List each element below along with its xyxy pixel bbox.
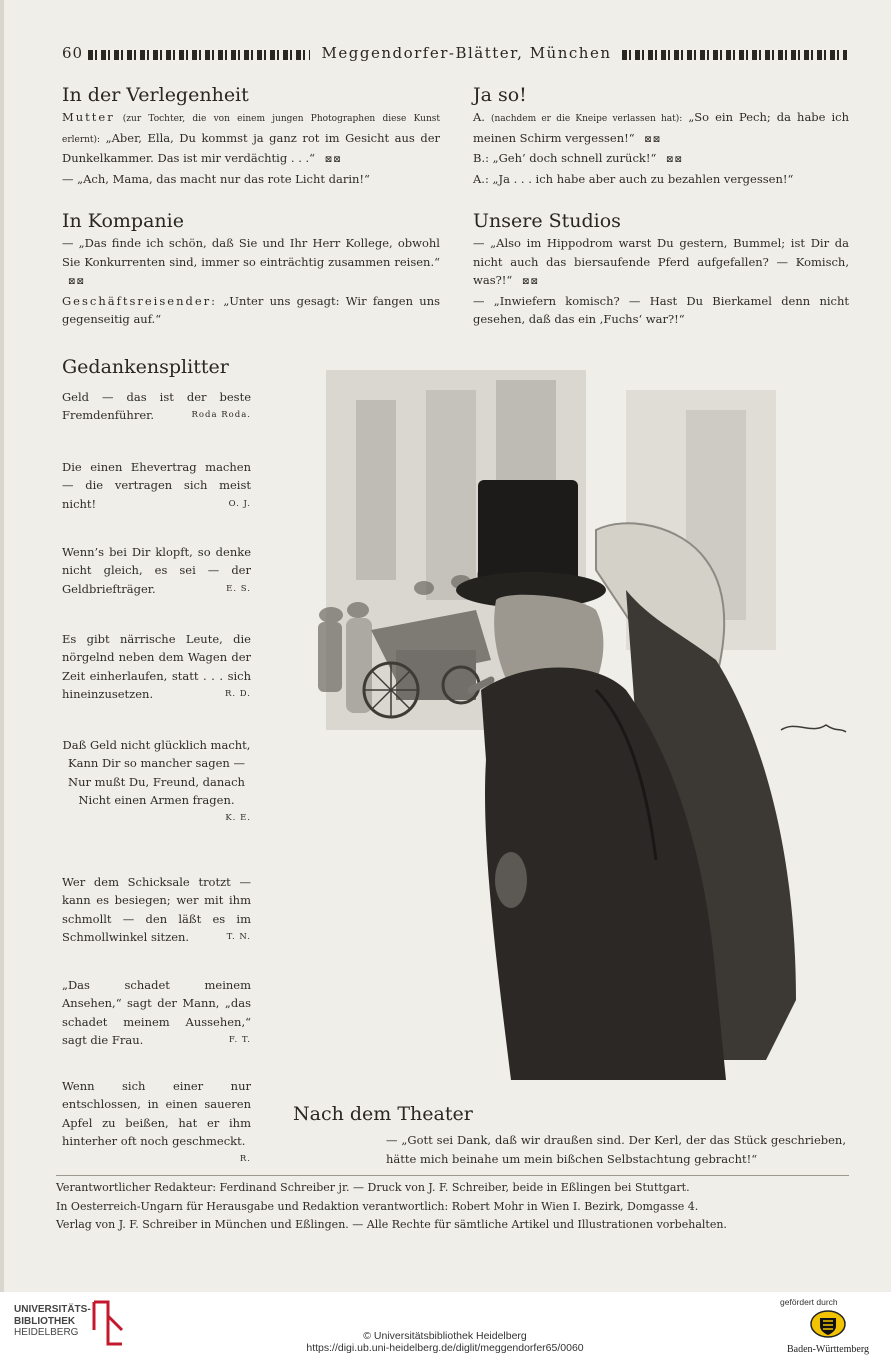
aphorism [62, 736, 251, 827]
speaker: A.: [473, 171, 489, 186]
article-kompanie [62, 234, 440, 329]
copyright-text: © Universitätsbibliothek Heidelberg [363, 1330, 527, 1342]
dialogue-line: „Aber, Ella, Du kommst ja ganz rot im Gesicht aus der Dunkelkammer. Das ist mir verdächtig . . .“ [62, 130, 441, 165]
section-mark: ⊠⊠ [521, 277, 540, 287]
library-name-line: BIBLIOTHEK [14, 1315, 76, 1327]
illustration-caption: — „Gott sei Dank, daß wir draußen sind. Der Kerl, der das Stück geschrieben, hätte mich beinahe um mein bißchen Selbstachtung gebracht!“ [386, 1133, 846, 1166]
article-verlegenheit [62, 108, 440, 188]
aphorism-signature: T. N. [226, 931, 251, 942]
article-title-kompanie: In Kompanie [62, 210, 184, 232]
dialogue-line: — „Inwiefern komisch? — Hast Du Bierkamel denn nicht gesehen, daß das ein ‚Fuchs‘ war?!“ [473, 293, 849, 326]
speaker: Mutter [62, 110, 115, 124]
aphorism-signature: F. T. [228, 1034, 251, 1045]
aphorism-text: Wer dem Schicksale trotzt — kann es besiegen; wer mit ihm schmollt — den läßt es im Schmollwinkel sitzen. [62, 875, 251, 944]
aphorism-signature: Roda Roda. [191, 410, 251, 421]
aphorism-signature: R. D. [224, 688, 251, 699]
aphorism-text: Die einen Ehevertrag machen — die vertragen sich meist nicht! [62, 460, 251, 511]
aphorism-text: Wenn sich einer nur entschlossen, in einen saueren Apfel zu beißen, hat er ihm hinterher oft noch geschmeckt. [62, 1079, 251, 1148]
article-title-ja-so: Ja so! [473, 84, 527, 106]
dialogue-line: „Ja . . . ich habe aber auch zu bezahlen vergessen!“ [492, 171, 794, 186]
aphorism-text: Geld — das ist der beste Fremdenführer. [62, 390, 251, 423]
dialogue-line: „So ein Pech; da habe ich meinen Schirm vergessen!“ [473, 110, 850, 145]
gedankensplitter-title: Gedankensplitter [62, 356, 229, 378]
aphorism [62, 1077, 251, 1168]
ornament-right [622, 50, 847, 60]
aphorism-signature: K. E. [225, 813, 251, 824]
imprint-line: Verlag von J. F. Schreiber in München und Eßlingen. — Alle Rechte für sämtliche Artikel und Illustrationen vorbehalten. [56, 1218, 727, 1231]
speaker: A. [473, 110, 485, 124]
article-ja-so [473, 108, 849, 188]
article-title-verlegenheit: In der Verlegenheit [62, 84, 249, 106]
speaker: Geschäftsreisender: [62, 293, 218, 308]
speaker: B.: [473, 151, 489, 165]
aphorism-text: „Das schadet meinem Ansehen,“ sagt der Mann, „das schadet meinem Aussehen,“ sagt die Frau. [62, 978, 251, 1047]
page-number: 60 [62, 44, 84, 62]
dialogue-line: — „Ach, Mama, das macht nur das rote Licht darin!“ [62, 171, 370, 186]
article-title-studios: Unsere Studios [473, 210, 621, 232]
section-mark: ⊠⊠ [324, 155, 342, 165]
section-mark: ⊠⊠ [666, 155, 684, 165]
aphorism [62, 630, 251, 703]
library-name-line: UNIVERSITÄTS- [14, 1304, 91, 1315]
library-name-line: HEIDELBERG [14, 1327, 79, 1338]
library-logo-icon [90, 1300, 126, 1346]
permalink[interactable]: https://digi.ub.uni-heidelberg.de/diglit/meggendorfer65/0060 [306, 1342, 584, 1354]
aphorism [62, 458, 251, 513]
article-studios [473, 234, 849, 329]
aphorism-text: Es gibt närrische Leute, die nörgelnd neben dem Wagen der Zeit einherlaufen, statt . . . sich hineinzusetzen. [62, 632, 251, 701]
aphorism [62, 388, 251, 425]
imprint-line: In Oesterreich-Ungarn für Herausgabe und Redaktion verantwortlich: Robert Mohr in Wien I. Bezirk, Domgasse 4. [56, 1199, 699, 1213]
imprint-footer [56, 1175, 849, 1235]
dialogue-line: — „Also im Hippodrom warst Du gestern, Bummel; ist Dir da nicht auch das biersaufende Pferd aufgefallen? — Komisch, was?!“ [473, 236, 849, 287]
section-mark: ⊠⊠ [644, 134, 662, 145]
illustration-title: Nach dem Theater [293, 1103, 473, 1125]
stage-note: (zur Tochter, die von einem jungen Photographen diese Kunst erlernt): [62, 114, 440, 145]
aphorism [62, 873, 251, 946]
artist-signature [781, 725, 846, 732]
copyright-block [240, 1330, 650, 1354]
aphorism-text: Daß Geld nicht glücklich macht, Kann Dir so mancher sagen — Nur mußt Du, Freund, danach Nicht einen Armen fragen. [62, 738, 251, 807]
dialogue-line: „Unter uns gesagt: Wir fangen uns gegenseitig auf.“ [62, 293, 441, 326]
section-mark: ⊠⊠ [68, 277, 86, 287]
imprint-line: Verantwortlicher Redakteur: Ferdinand Schreiber jr. — Druck von J. F. Schreiber, beide in Eßlingen bei Stuttgart. [56, 1181, 690, 1194]
aphorism [62, 543, 251, 598]
state-crest-icon [808, 1310, 848, 1338]
sponsor-label: gefördert durch [780, 1297, 838, 1307]
aphorism-signature: R. [239, 1154, 251, 1165]
journal-title: Meggendorfer-Blätter, München [321, 44, 612, 62]
aphorism-signature: O. J. [228, 498, 251, 509]
sponsor-logo [772, 1310, 884, 1355]
aphorism-text: Wenn’s bei Dir klopft, so denke nicht gleich, es sei — der Geldbriefträger. [62, 545, 251, 596]
library-footer-bar [0, 1292, 891, 1357]
dialogue-line: „Geh’ doch schnell zurück!“ [492, 151, 657, 165]
sponsor-name: Baden-Württemberg [786, 1344, 869, 1355]
aphorism-signature: E. S. [226, 583, 251, 594]
library-name [14, 1304, 91, 1339]
aphorism [62, 976, 251, 1049]
theater-illustration [296, 360, 856, 1090]
dialogue-line: — „Das finde ich schön, daß Sie und Ihr Herr Kollege, obwohl Sie Konkurrenten sind, immer so einträchtig zusammen reisen.“ [62, 236, 440, 269]
running-head [62, 44, 847, 66]
ornament-left [88, 50, 310, 60]
stage-note: (nachdem er die Kneipe verlassen hat): [491, 114, 683, 124]
